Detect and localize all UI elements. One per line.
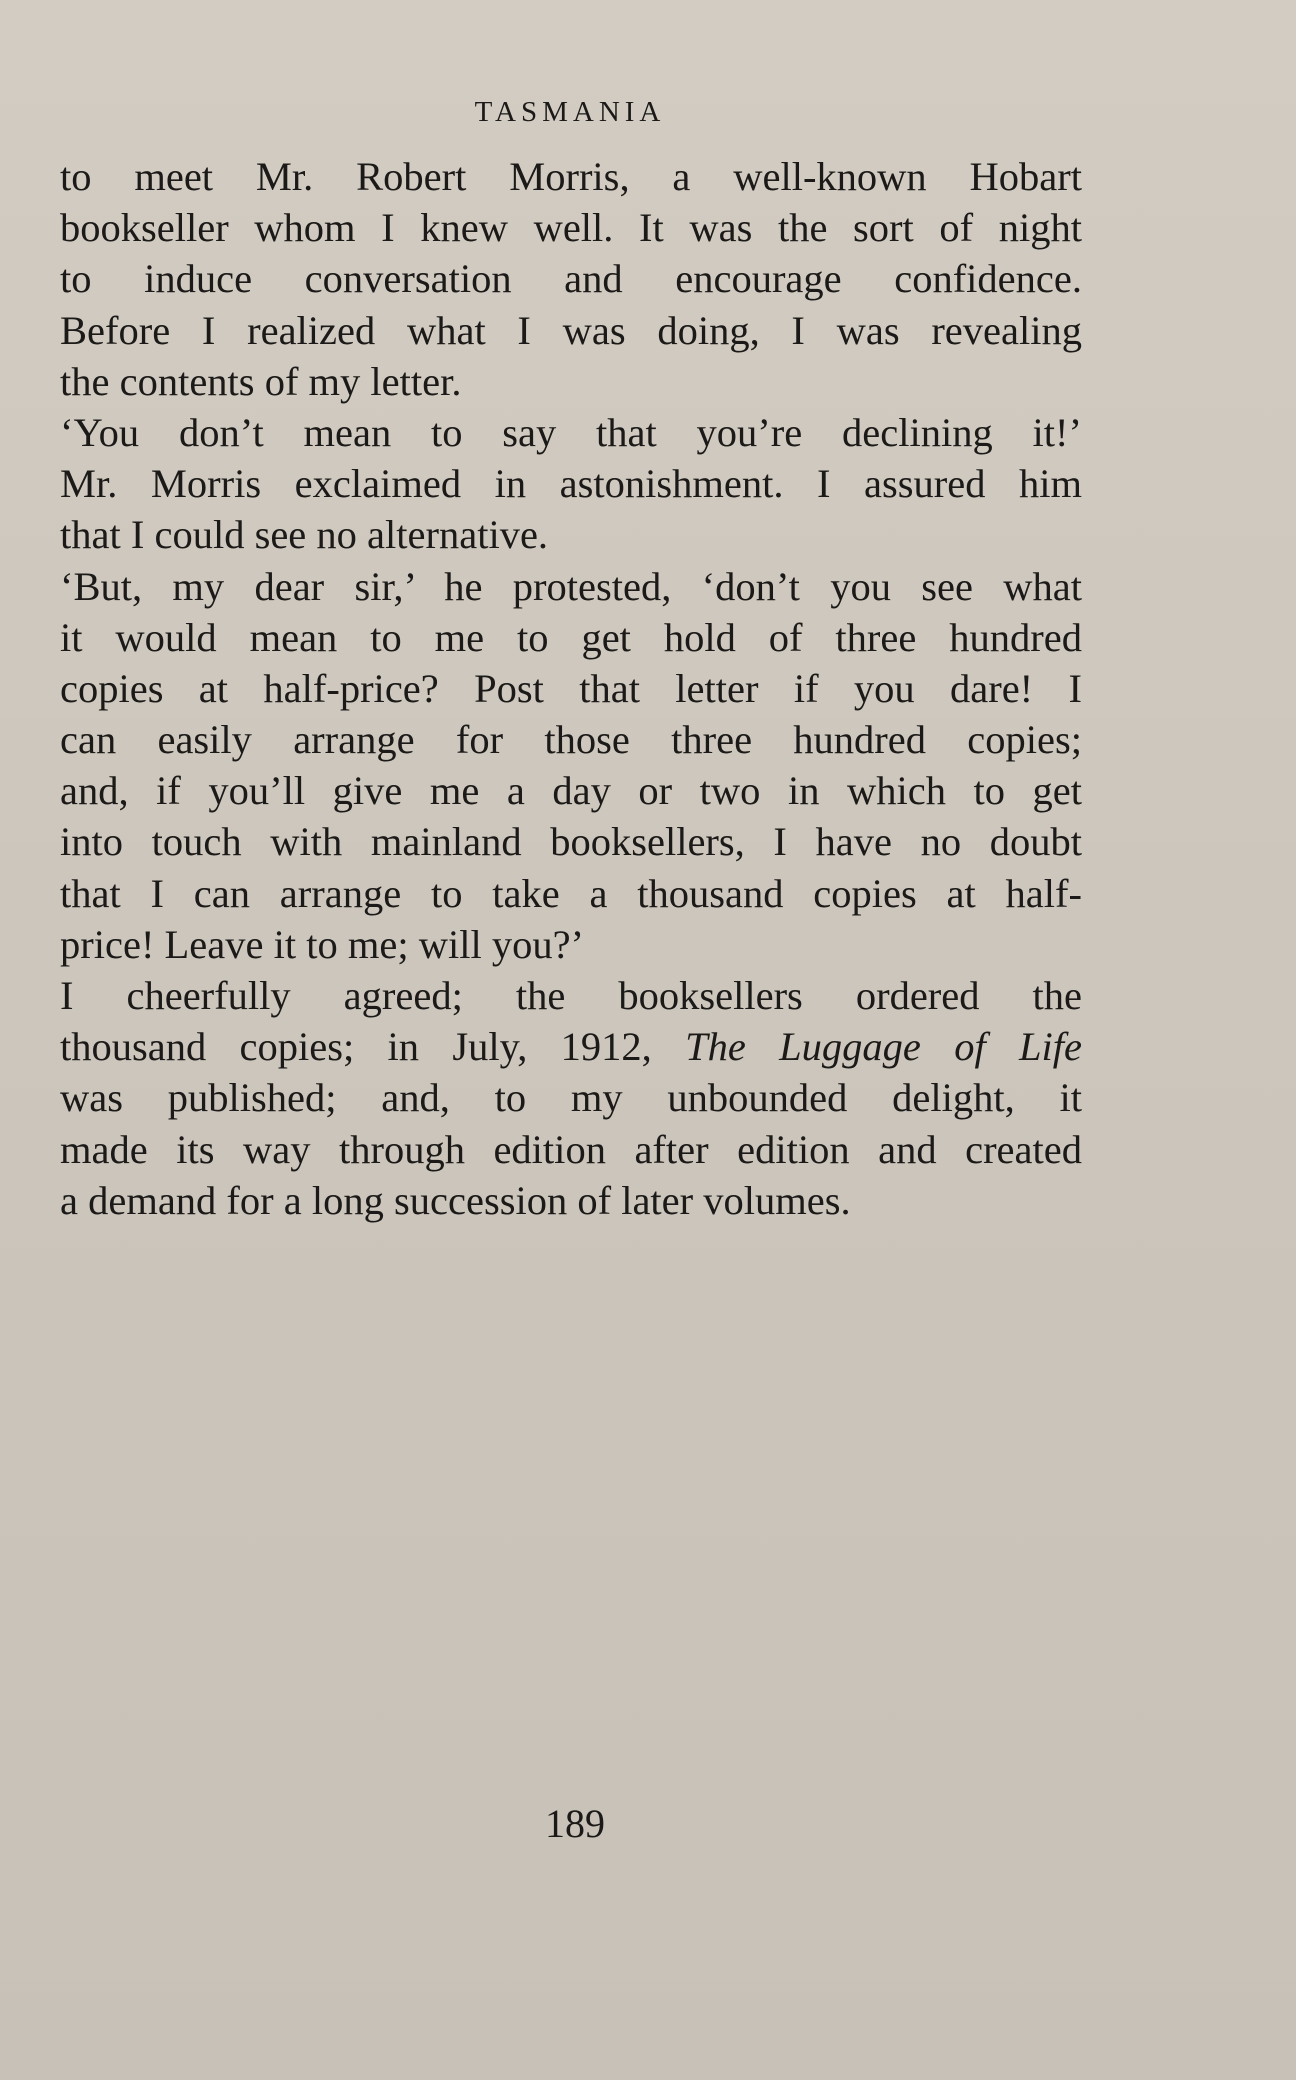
text-line: made its way through edition after edition and created xyxy=(60,1126,1082,1172)
text-line: I cheerfully agreed; the booksellers ordered the xyxy=(60,973,1082,1018)
text-line: can easily arrange for those three hundred copies; xyxy=(60,717,1082,763)
text-line: that I could see no alternative. xyxy=(60,512,549,558)
text-line: price! Leave it to me; will you?’ xyxy=(60,921,585,967)
text-line: to meet Mr. Robert Morris, a well-known Hobart xyxy=(60,154,1082,199)
running-head: TASMANIA xyxy=(474,96,666,128)
page-number: 189 xyxy=(545,1801,605,1846)
text-line: bookseller whom I knew well. It was the sort of night xyxy=(60,205,1082,251)
text-segment: thousand copies; in July, 1912, xyxy=(60,1024,652,1070)
text-line: the contents of my letter. xyxy=(60,358,462,404)
body-text xyxy=(60,151,1082,1226)
text-line: a demand for a long succession of later volumes. xyxy=(60,1177,851,1223)
text-line: it would mean to me to get hold of three hundred xyxy=(60,614,1082,660)
text-line-with-title xyxy=(60,1021,1082,1072)
text-line: ‘You don’t mean to say that you’re declining it!’ xyxy=(60,409,1082,455)
text-line: to induce conversation and encourage confidence. xyxy=(60,256,1082,302)
book-title: The Luggage of Life xyxy=(685,1024,1083,1070)
text-line: and, if you’ll give me a day or two in which to get xyxy=(60,768,1082,814)
text-line: into touch with mainland booksellers, I have no doubt xyxy=(60,819,1082,865)
text-line: Before I realized what I was doing, I was revealing xyxy=(60,307,1082,353)
text-line: ‘But, my dear sir,’ he protested, ‘don’t you see what xyxy=(60,563,1082,609)
text-line: was published; and, to my unbounded delight, it xyxy=(60,1075,1082,1121)
text-line: copies at half-price? Post that letter if you dare! I xyxy=(60,665,1082,711)
text-line: Mr. Morris exclaimed in astonishment. I assured him xyxy=(60,461,1082,507)
text-line: that I can arrange to take a thousand copies at half- xyxy=(60,870,1082,916)
